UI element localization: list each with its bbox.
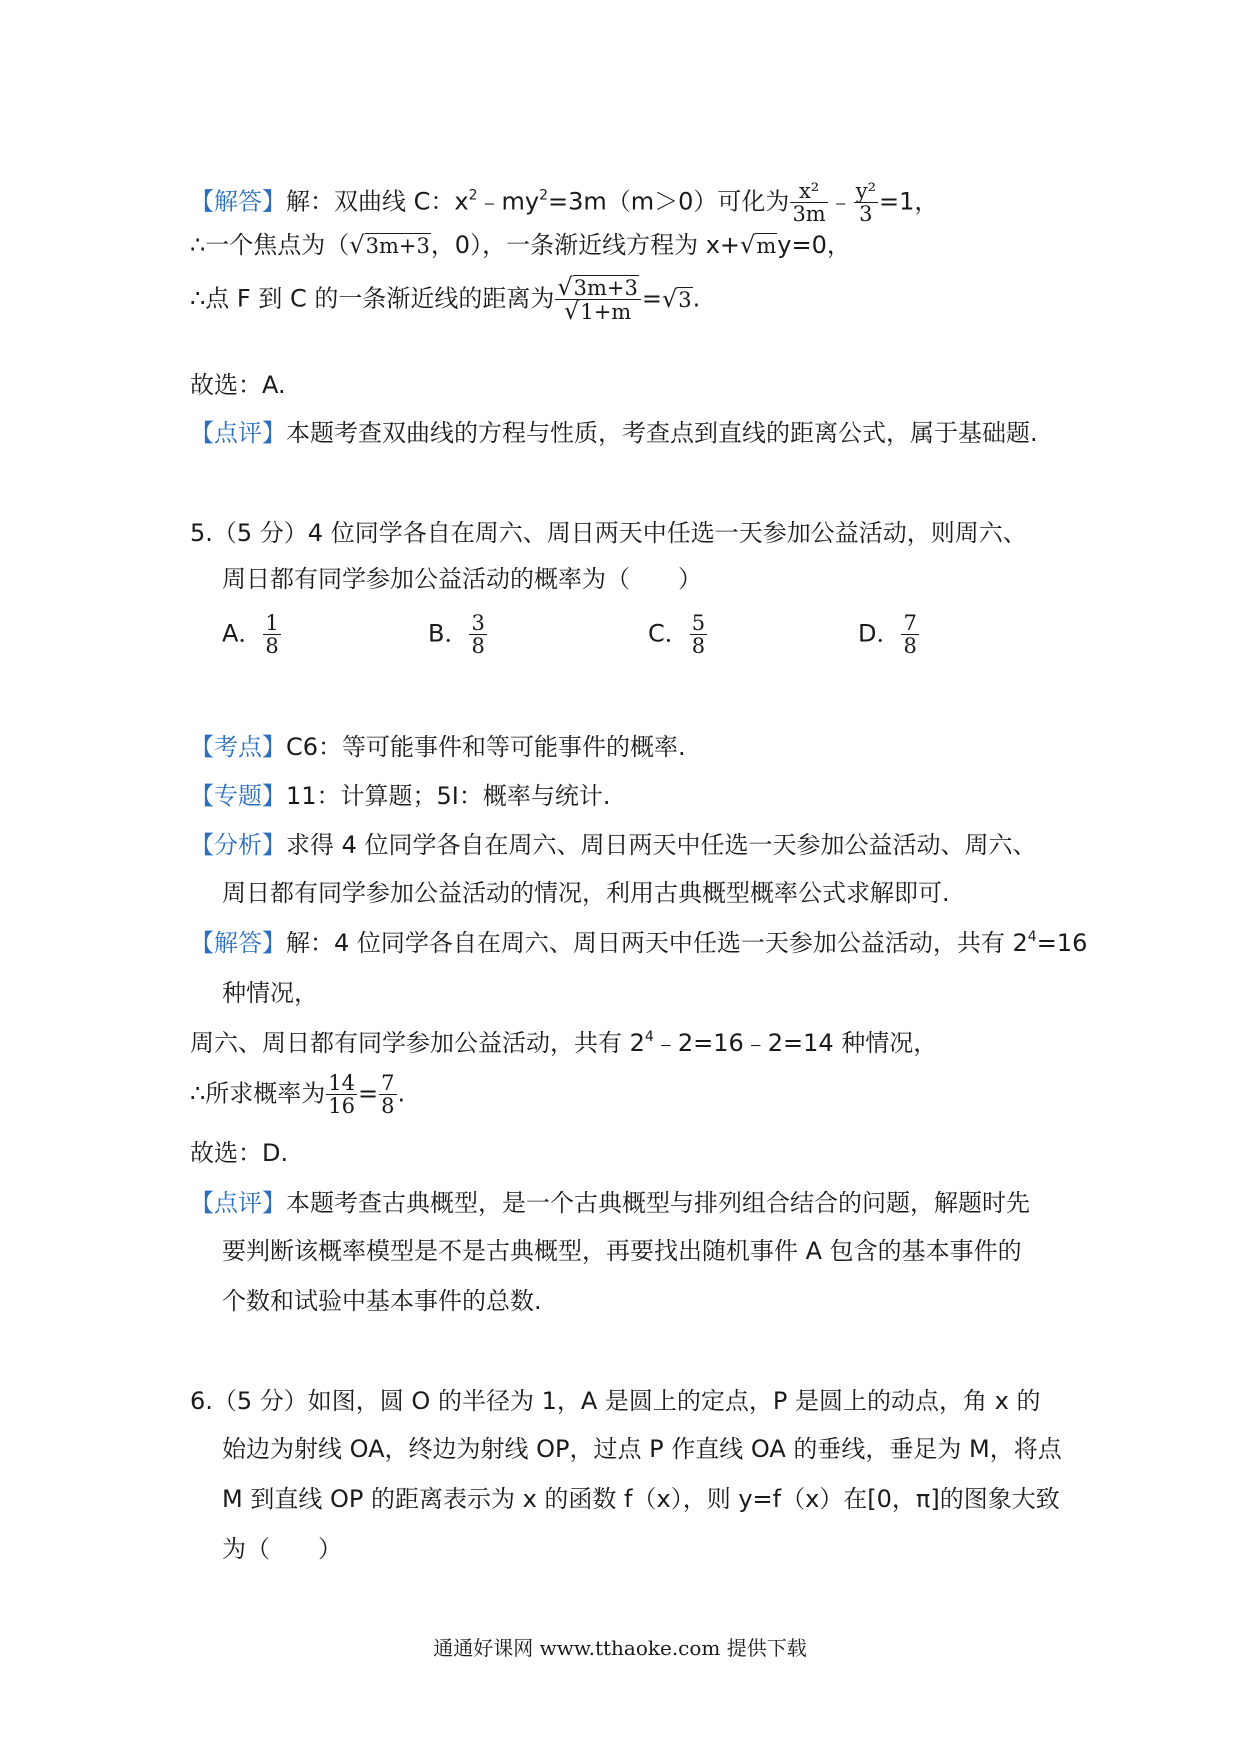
q4-choice: 故选：A. [190, 371, 286, 399]
fraction: $\frac{7}{8}$ [381, 1071, 395, 1118]
fraction: $\frac{\text{y²}}{3}$ [855, 179, 877, 226]
jieda-tag: 【解答】 [190, 929, 286, 957]
zhuanti-tag: 【专题】 [190, 782, 286, 810]
fraction: $\frac{√3m+3}{√1+m}$ [555, 276, 641, 323]
q5-stem-line2: 周日都有同学参加公益活动的概率为（ ） [222, 565, 702, 593]
q5-jieda-line2: 种情况， [222, 979, 318, 1007]
sqrt-expr: √3 [662, 284, 692, 313]
fraction: $\frac{1}{8}$ [265, 611, 279, 658]
fraction: $\frac{7}{8}$ [903, 611, 917, 658]
q5-count-line: 周六、周日都有同学参加公益活动，共有 $2^4﹣2=16﹣2=14$ 种情况， [190, 1029, 938, 1057]
q5-review: 【点评】本题考查古典概型，是一个古典概型与排列组合结合的问题，解题时先 [190, 1189, 1030, 1217]
sqrt-expr: √3m+3 [349, 231, 430, 259]
q5-option-b: B． $\frac{3}{8}$ [428, 611, 485, 658]
q5-kaodian: 【考点】C6：等可能事件和等可能事件的概率. [190, 733, 686, 761]
page-footer: 通通好课网 www.tthaoke.com 提供下载 [433, 1636, 807, 1660]
fraction: $\frac{3}{8}$ [471, 611, 485, 658]
q6-stem-line3: M 到直线 OP 的距离表示为 x 的函数 f（x），则 y=f（x）在[0，π]的图象大致 [222, 1485, 1060, 1513]
review-tag: 【点评】 [190, 419, 286, 447]
q6-stem-line2: 始边为射线 OA，终边为射线 OP，过点 P 作直线 OA 的垂线，垂足为 M，将点 [222, 1435, 1062, 1463]
sqrt-expr: √m [740, 231, 777, 259]
q4-review: 【点评】本题考查双曲线的方程与性质，考查点到直线的距离公式，属于基础题. [190, 419, 1038, 447]
q4-focus-line: ∴一个焦点为（√3m+3，0），一条渐近线方程为 x+√my=0， [190, 228, 851, 263]
q5-option-d: D． $\frac{7}{8}$ [858, 611, 917, 658]
kaodian-tag: 【考点】 [190, 733, 286, 761]
q5-review-line2: 要判断该概率模型是不是古典概型，再要找出随机事件 A 包含的基本事件的 [222, 1237, 1022, 1265]
q6-stem-line1: 6.（5 分）如图，圆 O 的半径为 1，A 是圆上的定点，P 是圆上的动点，角 x 的 [190, 1387, 1041, 1415]
answer-tag: 【解答】 [190, 187, 286, 216]
q5-prob-line: ∴所求概率为 $\frac{14}{16}$ = $\frac{7}{8}$ . [190, 1071, 406, 1118]
q6-stem-line4: 为（ ） [222, 1535, 342, 1563]
q5-review-line3: 个数和试验中基本事件的总数. [222, 1287, 542, 1315]
q5-jieda: 【解答】解：4 位同学各自在周六、周日两天中任选一天参加公益活动，共有 $2^4=16$ [190, 929, 1088, 957]
q5-option-a: A． $\frac{1}{8}$ [222, 611, 279, 658]
q4-distance-line: ∴点 F 到 C 的一条渐近线的距离为 $\frac{√3m+3}{√1+m}$ =√3. [190, 273, 701, 325]
q5-option-c: C． $\frac{5}{8}$ [648, 611, 706, 658]
q5-fenxi: 【分析】求得 4 位同学各自在周六、周日两天中任选一天参加公益活动、周六、 [190, 831, 1037, 859]
review-tag: 【点评】 [190, 1189, 286, 1217]
q4-answer-line: 【解答】解：双曲线 C：$x^2﹣my^2=3m(m>0)$可化为 $\frac{\text{x²}}{3m}$ ﹣ $\frac{\text{y²}}{3}$ =1， [190, 179, 939, 226]
q5-fenxi-line2: 周日都有同学参加公益活动的情况，利用古典概型概率公式求解即可. [222, 879, 950, 907]
fraction: $\frac{\text{x²}}{3m}$ [792, 179, 826, 226]
q5-choice: 故选：D. [190, 1139, 289, 1167]
fraction: $\frac{14}{16}$ [328, 1071, 356, 1118]
fenxi-tag: 【分析】 [190, 831, 286, 859]
q5-stem-line1: 5.（5 分）4 位同学各自在周六、周日两天中任选一天参加公益活动，则周六、 [190, 519, 1027, 547]
q5-zhuanti: 【专题】11：计算题；5I：概率与统计. [190, 782, 611, 810]
fraction: $\frac{5}{8}$ [691, 611, 706, 658]
